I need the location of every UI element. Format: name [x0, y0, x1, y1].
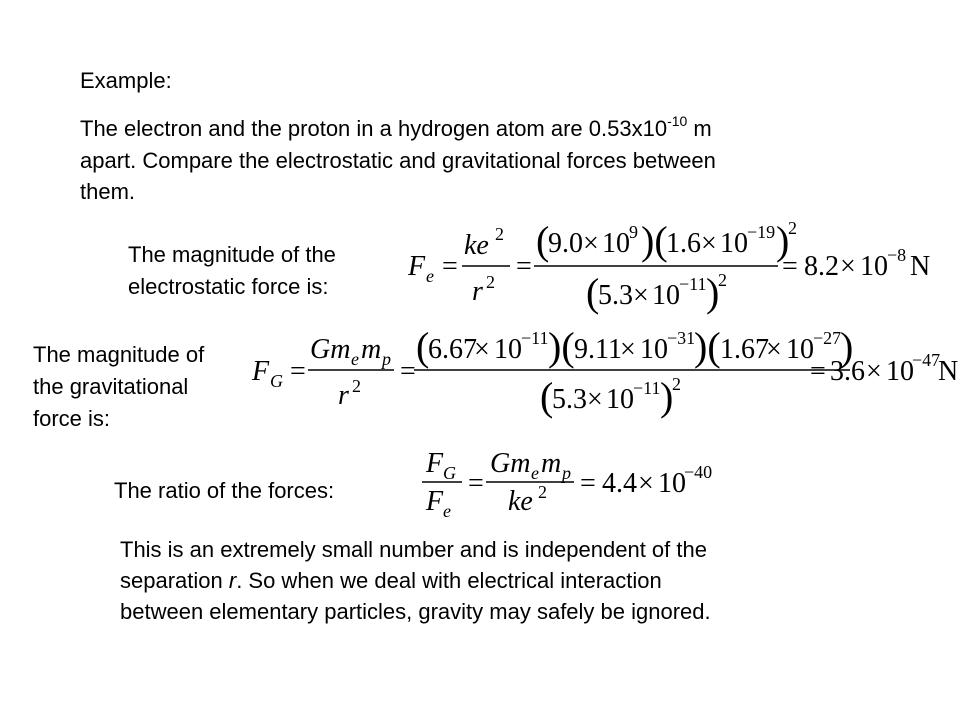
eq-r-mantissa: 5.3 — [598, 280, 633, 311]
eq-numerator: ke — [464, 230, 489, 261]
gravitational-equation — [244, 322, 958, 426]
svg-text:=: = — [516, 251, 532, 282]
eq-result-exponent: −47 — [912, 350, 941, 370]
conclusion-line-2-post: . So when we deal with electrical interaction — [236, 568, 662, 593]
svg-text:10: 10 — [860, 251, 888, 282]
svg-text:): ) — [840, 324, 854, 369]
eq-exp: 2 — [672, 374, 681, 394]
problem-unit: m — [687, 116, 712, 141]
example-heading: Example: — [80, 68, 172, 93]
eq-exp: 2 — [718, 270, 727, 290]
eq-r-exponent: −11 — [633, 378, 661, 398]
eq-symbol: F — [408, 251, 426, 282]
svg-text:)(: )( — [548, 324, 575, 369]
svg-text:)(: )( — [641, 218, 668, 263]
gravitational-label-line-3: force is: — [33, 406, 111, 431]
eq-subscript: G — [270, 371, 283, 391]
problem-exponent: -10 — [667, 112, 688, 129]
eq-denominator: r — [338, 380, 349, 411]
conclusion-line-1: This is an extremely small number and is independent of the — [120, 537, 707, 562]
electrostatic-label-line-1: The magnitude of the — [128, 242, 336, 267]
svg-text:)(: )( — [694, 324, 721, 369]
svg-text:10: 10 — [494, 334, 522, 365]
svg-text:×: × — [766, 334, 782, 365]
ratio-rhs-denominator: ke — [508, 486, 533, 517]
svg-text:=: = — [290, 356, 306, 387]
eq-e-mantissa: 1.6 — [666, 228, 701, 259]
eq-result-exponent: −8 — [887, 245, 907, 265]
svg-text:10: 10 — [652, 280, 680, 311]
svg-text:×: × — [620, 334, 636, 365]
conclusion-line-2-pre: separation — [120, 568, 229, 593]
eq-denominator: r — [472, 276, 483, 307]
svg-text:(: ( — [586, 270, 600, 315]
svg-text:(: ( — [416, 324, 430, 369]
eq-G-exponent: −11 — [521, 328, 549, 348]
eq-G-mantissa: 6.67 — [428, 334, 477, 365]
ratio-den-subscript: e — [443, 501, 451, 518]
eq-k-exponent: 9 — [629, 222, 638, 242]
svg-text:10: 10 — [786, 334, 814, 365]
problem-line-1 — [80, 114, 712, 144]
eq-subscript: e — [426, 266, 434, 286]
electrostatic-label-line-2: electrostatic force is: — [128, 274, 329, 299]
svg-text:10: 10 — [886, 356, 914, 387]
ratio-rhs-m: m — [541, 448, 562, 479]
svg-text:×: × — [866, 356, 882, 387]
ratio-equation — [414, 442, 714, 518]
svg-text:=: = — [782, 251, 798, 282]
eq-exp: 2 — [788, 218, 797, 238]
svg-text:=: = — [400, 356, 416, 387]
svg-text:): ) — [660, 374, 674, 419]
eq-me-subscript: e — [351, 349, 359, 369]
ratio-rhs-numerator: Gm — [490, 448, 531, 479]
svg-text:=: = — [810, 356, 826, 387]
svg-text:×: × — [840, 251, 856, 282]
svg-text:=: = — [442, 251, 458, 282]
conclusion-variable-r: r — [228, 568, 237, 593]
svg-text:10: 10 — [606, 384, 634, 415]
ratio-rhs-subscript-p: p — [562, 463, 571, 483]
svg-text:×: × — [587, 384, 603, 415]
problem-line-1-text: The electron and the proton in a hydrogen atom are 0.53x10 — [80, 116, 668, 141]
svg-text:10: 10 — [602, 228, 630, 259]
eq-m-symbol: m — [361, 334, 382, 365]
svg-text:(: ( — [536, 218, 550, 263]
eq-G-symbol: Gm — [310, 334, 351, 365]
eq-result-mantissa: 3.6 — [830, 356, 865, 387]
electrostatic-equation — [400, 212, 940, 316]
problem-line-3: them. — [80, 179, 136, 204]
eq-me-mantissa: 9.11 — [574, 334, 622, 365]
eq-result-mantissa: 8.2 — [804, 251, 839, 282]
svg-text:): ) — [776, 218, 790, 263]
eq-mp-mantissa: 1.67 — [720, 334, 769, 365]
conclusion-line-3: between elementary particles, gravity may safely be ignored. — [120, 599, 711, 624]
ratio-num-symbol: F — [426, 448, 444, 479]
gravitational-label-line-2: the gravitational — [33, 374, 189, 399]
svg-text:×: × — [701, 228, 717, 259]
svg-text:10: 10 — [720, 228, 748, 259]
svg-text:=: = — [468, 468, 484, 499]
eq-unit: N — [938, 356, 958, 387]
svg-text:): ) — [706, 270, 720, 315]
ratio-result-exponent: −40 — [684, 462, 713, 482]
svg-text:=: = — [580, 468, 596, 499]
svg-text:×: × — [638, 468, 654, 499]
ratio-num-subscript: G — [443, 463, 456, 483]
ratio-rhs-subscript-e: e — [531, 463, 539, 483]
ratio-label: The ratio of the forces: — [114, 478, 335, 503]
svg-text:×: × — [583, 228, 599, 259]
eq-mp-subscript: p — [382, 349, 391, 369]
svg-text:10: 10 — [640, 334, 668, 365]
eq-exp: 2 — [495, 224, 504, 244]
gravitational-label-line-1: The magnitude of — [33, 342, 205, 367]
svg-text:×: × — [474, 334, 490, 365]
eq-exp: 2 — [352, 376, 361, 396]
eq-mp-exponent: −27 — [813, 328, 842, 348]
eq-r-exponent: −11 — [679, 274, 707, 294]
svg-text:×: × — [633, 280, 649, 311]
eq-e-exponent: −19 — [747, 222, 776, 242]
eq-k-mantissa: 9.0 — [548, 228, 583, 259]
eq-r-mantissa: 5.3 — [552, 384, 587, 415]
ratio-result-mantissa: 4.4 — [602, 468, 637, 499]
svg-text:(: ( — [540, 374, 554, 419]
ratio-den-symbol: F — [426, 486, 444, 517]
eq-exp: 2 — [486, 272, 495, 292]
ratio-exp: 2 — [538, 482, 547, 502]
eq-unit: N — [910, 251, 931, 282]
eq-me-exponent: −31 — [667, 328, 696, 348]
eq-symbol: F — [252, 356, 270, 387]
conclusion-line-2 — [120, 566, 662, 596]
problem-line-2: apart. Compare the electrostatic and gravitational forces between — [80, 148, 716, 173]
svg-text:10: 10 — [658, 468, 686, 499]
